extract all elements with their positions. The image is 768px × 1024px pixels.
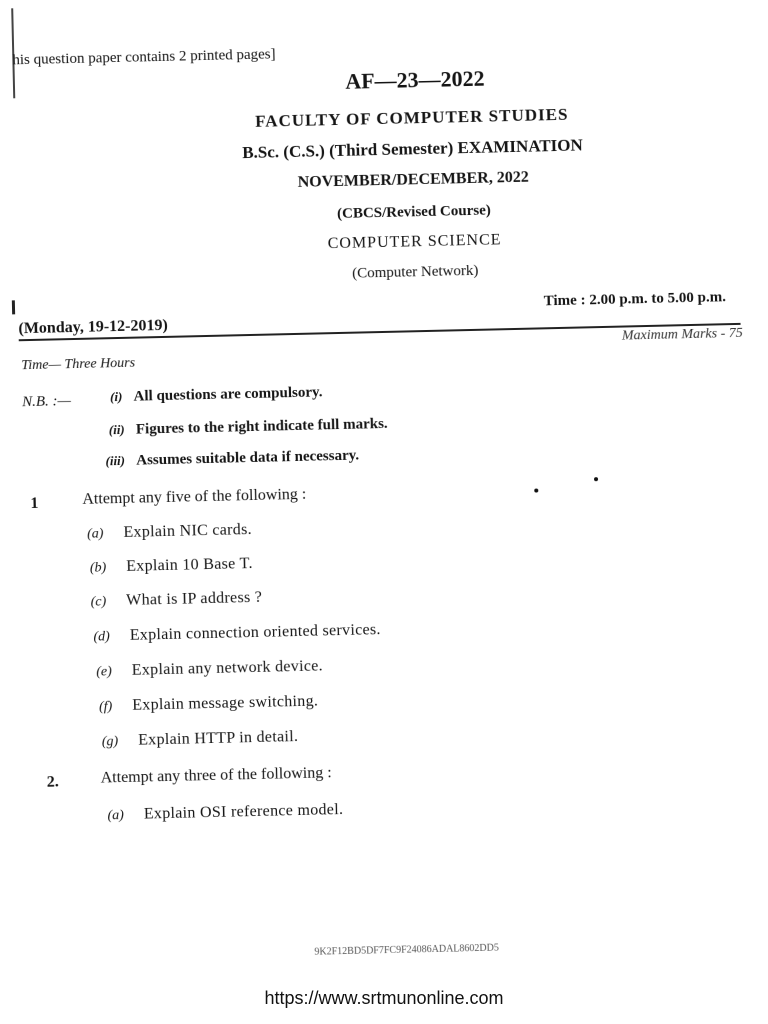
part-text: Explain any network device. — [131, 657, 324, 679]
scan-speck — [534, 489, 538, 493]
instruction-item — [105, 448, 359, 471]
instruction-text: All questions are compulsory. — [133, 384, 323, 405]
part-text: Explain connection oriented services. — [129, 621, 381, 644]
subject-title: COMPUTER SCIENCE — [327, 231, 502, 253]
instruction-item — [110, 384, 323, 406]
question-number: 2. — [46, 773, 59, 791]
part-label: (a) — [86, 526, 104, 542]
scan-edge-mark — [12, 300, 15, 314]
exam-day-date: (Monday, 19-12-2019) — [18, 316, 168, 338]
question-prompt: Attempt any five of the following : — [82, 485, 307, 508]
paper-code: AF—23—2022 — [344, 65, 485, 94]
question-part — [107, 801, 343, 824]
exam-time-slot: Time : 2.00 p.m. to 5.00 p.m. — [543, 289, 727, 310]
part-label: (g) — [101, 734, 119, 750]
question-part — [99, 693, 319, 716]
instruction-text: Assumes suitable data if necessary. — [136, 447, 360, 469]
question-part — [93, 621, 381, 646]
maximum-marks: Maximum Marks - 75 — [621, 325, 743, 344]
instruction-text: Figures to the right indicate full marks. — [135, 415, 388, 438]
instruction-number: (iii) — [105, 452, 126, 469]
question-part — [90, 555, 253, 577]
question-part — [96, 657, 323, 680]
part-text: What is IP address ? — [126, 588, 263, 609]
instruction-number: (i) — [109, 388, 123, 405]
part-label: (b) — [89, 560, 107, 576]
paper-title: (Computer Network) — [352, 262, 479, 282]
part-label: (f) — [98, 699, 113, 715]
part-text: Explain message switching. — [132, 692, 319, 714]
question-prompt: Attempt any three of the following : — [100, 764, 332, 787]
part-text: Explain HTTP in detail. — [137, 728, 299, 749]
part-text: Explain NIC cards. — [123, 521, 253, 541]
part-label: (d) — [93, 629, 110, 645]
question-part — [102, 728, 299, 750]
part-label: (c) — [90, 594, 107, 610]
exam-session: NOVEMBER/DECEMBER, 2022 — [297, 168, 529, 191]
source-url: https://www.srtmunonline.com — [264, 988, 504, 1008]
course-type: (CBCS/Revised Course) — [336, 202, 491, 222]
question-number: 1 — [30, 494, 39, 513]
page-count-note: his question paper contains 2 printed pages] — [12, 46, 276, 69]
footer-code: 9K2F12BD5DF7FC9F24086ADAL8602DD5 — [314, 942, 500, 958]
faculty-title: FACULTY OF COMPUTER STUDIES — [254, 104, 569, 131]
nb-label: N.B. :— — [21, 393, 72, 411]
part-label: (e) — [96, 664, 112, 680]
part-label: (a) — [107, 807, 125, 824]
scan-speck — [594, 477, 598, 481]
part-text: Explain OSI reference model. — [143, 801, 344, 823]
exam-duration: Time— Three Hours — [21, 355, 136, 374]
instruction-number: (ii) — [108, 421, 125, 438]
question-part — [90, 589, 262, 611]
question-part — [87, 521, 252, 543]
examination-title: B.Sc. (C.S.) (Third Semester) EXAMINATION — [242, 135, 583, 163]
instruction-item — [109, 416, 388, 439]
part-text: Explain 10 Base T. — [126, 555, 253, 575]
